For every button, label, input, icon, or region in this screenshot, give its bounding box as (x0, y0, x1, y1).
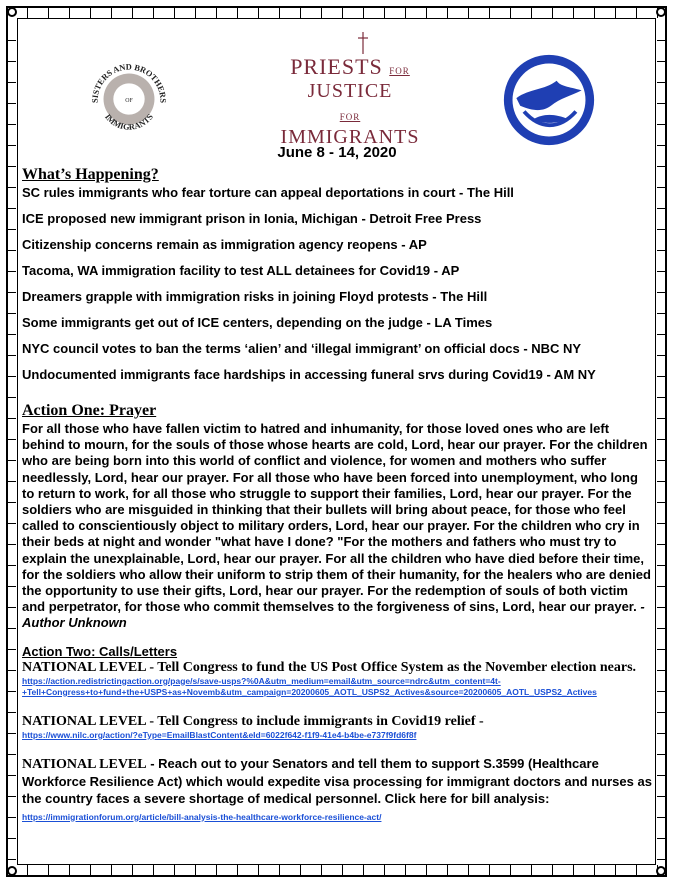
national-level-label: NATIONAL LEVEL (22, 756, 147, 772)
svg-text:SISTERS AND BROTHERS: SISTERS AND BROTHERS (90, 62, 168, 104)
ruler-tick (8, 355, 16, 356)
ruler-tick (657, 208, 665, 209)
corner-ornament-icon (7, 866, 17, 876)
ruler-tick (8, 607, 16, 608)
ruler-tick (8, 334, 16, 335)
sisters-brothers-seal-icon (80, 50, 178, 148)
ruler-tick (8, 418, 16, 419)
ruler-tick (657, 607, 665, 608)
ruler-tick (8, 82, 16, 83)
news-headline: Some immigrants get out of ICE centers, depending on the judge - LA Times (22, 315, 493, 330)
ruler-tick (8, 838, 16, 839)
cross-icon (355, 32, 371, 54)
prayer-author: - Author Unknown (22, 599, 645, 631)
news-headline: SC rules immigrants who fear torture can appeal deportations in court - The Hill (22, 185, 514, 200)
ruler-tick (657, 418, 665, 419)
svg-text:OF: OF (125, 97, 133, 104)
ruler-tick (657, 775, 665, 776)
news-headline: Undocumented immigrants face hardships in accessing funeral srvs during Covid19 - AM NY (22, 367, 596, 382)
ruler-tick (8, 187, 16, 188)
prayer-text (22, 421, 652, 632)
action-item-usps: NATIONAL LEVEL - Tell Congress to fund the US Post Office System as the November election nears. (22, 659, 637, 675)
ruler-tick (657, 355, 665, 356)
ruler-tick (8, 439, 16, 440)
ruler-tick (8, 754, 16, 755)
ruler-tick (8, 166, 16, 167)
ruler-tick (657, 691, 665, 692)
news-headline: NYC council votes to ban the terms ‘alien’ and ‘illegal immigrant’ on official docs - NBC NY (22, 341, 582, 356)
priests-for-justice-logo (280, 54, 420, 149)
ruler-tick (657, 103, 665, 104)
ruler-tick (657, 439, 665, 440)
news-headline-list (22, 184, 652, 392)
ruler-tick (8, 229, 16, 230)
ruler-tick (8, 460, 16, 461)
ruler-tick (657, 313, 665, 314)
ruler-tick (657, 670, 665, 671)
ruler-tick (8, 733, 16, 734)
ruler-tick (657, 796, 665, 797)
ruler-tick (657, 229, 665, 230)
corner-ornament-icon (656, 866, 666, 876)
action-one-heading: Action One: Prayer (22, 402, 157, 419)
ruler-tick (657, 40, 665, 41)
ruler-tick (8, 313, 16, 314)
ruler-tick (657, 628, 665, 629)
news-headline: ICE proposed new immigrant prison in Ionia, Michigan - Detroit Free Press (22, 211, 482, 226)
ruler-tick (8, 40, 16, 41)
ruler-tick (657, 397, 665, 398)
logo-word-for: FOR (389, 66, 410, 76)
ruler-tick (8, 691, 16, 692)
newsletter-content (22, 24, 652, 826)
ruler-tick (8, 817, 16, 818)
news-headline: Tacoma, WA immigration facility to test ALL detainees for Covid19 - AP (22, 263, 460, 278)
ruler-tick (657, 859, 665, 860)
action-item-s3599 (22, 755, 652, 826)
ruler-tick (657, 250, 665, 251)
ruler-tick (657, 817, 665, 818)
ruler-tick (8, 250, 16, 251)
top-ruler-border (6, 8, 667, 18)
prayer-body: For all those who have fallen victim to hatred and inhumanity, for those loved ones who are left behind to mourn, for the souls of those whose hearts are cold, Lord, hear our prayer. For the children who are being born into this world of conflict and violence, for women and mothers who suffer needlessly, Lord, hear our prayer. For all those who have been forced into unemployment, who long to return to work, for all those who struggle to support their families, Lord, hear our prayer. For the soldiers who are misguided in thinking that their bullets will bring about peace, for those who feel called to conscientiously object to military orders, Lord, hear our prayer. For the children who cry in their beds at night and wonder "what have I done? "For the mothers and fathers who must try to explain the unexplainable, Lord, hear our prayer. For all the children who have died before their time, for the soldiers who allow their uniform to strip them of their humanity, for the healers who are denied the opportunity to use their gifts, Lord, hear our prayer. For the redemption of souls of both victim and perpetrator, for those who commit themselves to the forgiveness of sins, Lord, hear our prayer. (22, 421, 651, 615)
ruler-tick (657, 544, 665, 545)
usps-action-link[interactable]: https://action.redistrictingaction.org/page/s/save-usps?%0A&utm_medium=email&utm_source=ndrc&utm_content=4t-+Tell+Congress+to+fund+the+USPS+as+Novemb&utm_campaign=20200605_AOTL_USPS2_Actives&source=20200605_AOTL_USPS2_Actives (22, 675, 597, 697)
ruler-tick (8, 397, 16, 398)
ruler-tick (657, 166, 665, 167)
ruler-tick (8, 796, 16, 797)
ruler-tick (8, 712, 16, 713)
ruler-tick (657, 733, 665, 734)
ruler-tick (657, 271, 665, 272)
action-item-covid-relief: NATIONAL LEVEL - Tell Congress to include immigrants in Covid19 relief - (22, 713, 484, 729)
ruler-tick (657, 712, 665, 713)
ruler-tick (657, 187, 665, 188)
ruler-tick (657, 376, 665, 377)
ruler-tick (657, 838, 665, 839)
ruler-tick (8, 544, 16, 545)
ruler-tick (657, 124, 665, 125)
logo-word-priests: PRIESTS (290, 54, 383, 79)
corner-ornament-icon (656, 7, 666, 17)
ruler-tick (657, 565, 665, 566)
news-headline: Citizenship concerns remain as immigration agency reopens - AP (22, 237, 427, 252)
ruler-tick (8, 481, 16, 482)
ruler-tick (8, 586, 16, 587)
ruler-tick (8, 208, 16, 209)
news-headline: Dreamers grapple with immigration risks in joining Floyd protests - The Hill (22, 289, 488, 304)
ruler-tick (8, 523, 16, 524)
ruler-tick (657, 334, 665, 335)
ruler-tick (8, 502, 16, 503)
corner-ornament-icon (7, 7, 17, 17)
ruler-tick (8, 61, 16, 62)
ruler-tick (657, 145, 665, 146)
ruler-tick (8, 859, 16, 860)
svg-text:IMMIGRANTS: IMMIGRANTS (103, 112, 155, 132)
ruler-tick (657, 586, 665, 587)
logo-word-justice: JUSTICE (307, 80, 393, 102)
dove-emblem-icon (501, 52, 597, 148)
logo-word-immigrants: IMMIGRANTS (280, 126, 420, 148)
ruler-tick (8, 775, 16, 776)
nilc-action-link[interactable]: https://www.nilc.org/action/?eType=EmailBlastContent&eId=6022f642-f1f9-41e4-b4be-e737f9fd6f8f (22, 729, 417, 740)
ruler-tick (8, 649, 16, 650)
ruler-tick (657, 502, 665, 503)
ruler-tick (657, 523, 665, 524)
ruler-tick (8, 124, 16, 125)
ruler-tick (8, 565, 16, 566)
ruler-tick (8, 376, 16, 377)
ruler-tick (8, 103, 16, 104)
ruler-tick (8, 271, 16, 272)
whats-happening-heading: What’s Happening? (22, 166, 159, 183)
ruler-tick (657, 754, 665, 755)
bill-analysis-link[interactable]: https://immigrationforum.org/article/bill-analysis-the-healthcare-workforce-resilience-act/ (22, 811, 382, 822)
ruler-tick (657, 481, 665, 482)
ruler-tick (8, 670, 16, 671)
ruler-tick (657, 649, 665, 650)
ruler-tick (657, 460, 665, 461)
logo-word-for: FOR (339, 112, 361, 122)
action-two-heading: Action Two: Calls/Letters (22, 643, 178, 659)
header-logos (22, 24, 652, 164)
ruler-tick (657, 61, 665, 62)
s3599-text: - Reach out to your Senators and tell them to support S.3599 (Healthcare Workforce Resilience Act) which would expedite visa processing for immigrant doctors and nurses as the country faces a severe shortage of medical personnel. Click here for bill analysis: (22, 755, 652, 806)
issue-date: June 8 - 14, 2020 (277, 144, 397, 161)
ruler-tick (657, 292, 665, 293)
ruler-tick (8, 292, 16, 293)
ruler-tick (657, 82, 665, 83)
ruler-tick (8, 628, 16, 629)
ruler-tick (8, 145, 16, 146)
bottom-ruler-border (6, 865, 667, 875)
